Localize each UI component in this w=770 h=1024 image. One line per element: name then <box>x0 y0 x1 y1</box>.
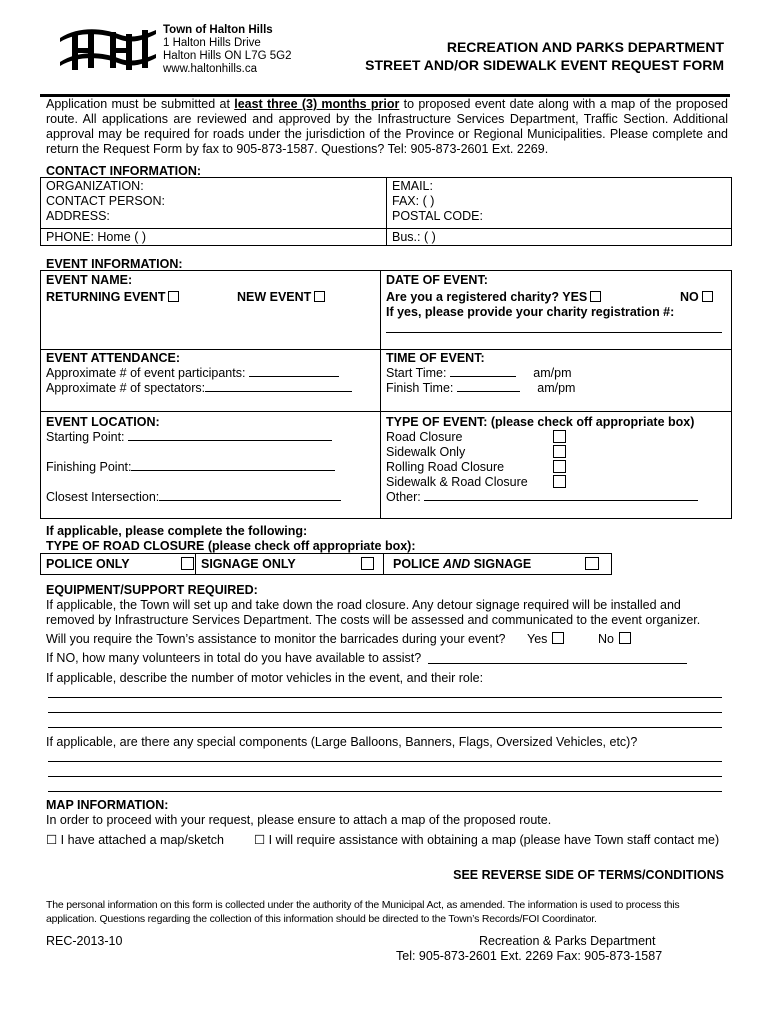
town-address-block <box>163 24 291 76</box>
type-road-closure: Road Closure <box>386 430 463 444</box>
map-assistance-option[interactable]: ☐ I will require assistance with obtaining a map (please have Town staff contact me) <box>254 833 720 847</box>
road-closure-table <box>40 553 612 575</box>
intro-emphasis: least three (3) months prior <box>234 97 400 111</box>
police-and-signage-checkbox[interactable] <box>585 557 599 570</box>
barricade-no-label: No <box>598 632 614 646</box>
fax-field[interactable]: FAX: ( ) <box>392 194 435 208</box>
town-name: Town of Halton Hills <box>163 24 273 36</box>
rolling-closure-checkbox[interactable] <box>553 460 566 473</box>
special-line-2[interactable] <box>48 776 722 777</box>
special-line-1[interactable] <box>48 761 722 762</box>
spectators-field[interactable] <box>46 381 352 396</box>
start-ampm: am/pm <box>533 366 572 380</box>
participants-label: Approximate # of event participants: <box>46 366 246 380</box>
road-closure-heading: TYPE OF ROAD CLOSURE (please check off appropriate box): <box>46 539 416 553</box>
intro-paragraph <box>46 97 728 157</box>
organization-field[interactable]: ORGANIZATION: <box>46 179 144 193</box>
finishing-point-label: Finishing Point: <box>46 460 132 474</box>
vehicles-line-1[interactable] <box>48 697 722 698</box>
vehicles-question: If applicable, describe the number of motor vehicles in the event, and their role: <box>46 671 484 685</box>
form-code: REC-2013-10 <box>46 934 123 948</box>
intro-pre: Application must be submitted at <box>46 97 235 111</box>
returning-event-checkbox[interactable] <box>168 291 179 302</box>
charity-yes-label: Are you a registered charity? YES <box>386 290 588 304</box>
equipment-heading: EQUIPMENT/SUPPORT REQUIRED: <box>46 583 258 597</box>
dept-title: RECREATION AND PARKS DEPARTMENT <box>446 39 724 55</box>
time-heading: TIME OF EVENT: <box>386 351 485 365</box>
other-type-label: Other: <box>386 490 421 504</box>
home-phone-field[interactable]: PHONE: Home ( ) <box>46 230 147 244</box>
event-date-field[interactable]: DATE OF EVENT: <box>386 273 488 287</box>
police-and-signage-label <box>393 557 531 572</box>
barricade-yes-option[interactable] <box>527 632 564 647</box>
type-sidewalk-road: Sidewalk & Road Closure <box>386 475 528 489</box>
participants-field[interactable] <box>46 366 339 381</box>
contact-person-field[interactable]: CONTACT PERSON: <box>46 194 165 208</box>
road-closure-checkbox[interactable] <box>553 430 566 443</box>
location-heading: EVENT LOCATION: <box>46 415 160 429</box>
starting-point-label: Starting Point: <box>46 430 125 444</box>
event-heading: EVENT INFORMATION: <box>46 257 183 271</box>
charity-yes-checkbox[interactable] <box>590 291 601 302</box>
town-address-line1: 1 Halton Hills Drive <box>163 37 261 49</box>
police-and-post: SIGNAGE <box>470 557 532 571</box>
new-event-checkbox[interactable] <box>314 291 325 302</box>
address-field[interactable]: ADDRESS: <box>46 209 110 223</box>
town-address-line2: Halton Hills ON L7G 5G2 <box>163 50 292 62</box>
business-phone-field[interactable]: Bus.: ( ) <box>392 230 436 244</box>
email-field[interactable]: EMAIL: <box>392 179 433 193</box>
start-time-field[interactable] <box>386 366 572 381</box>
finish-time-label: Finish Time: <box>386 381 454 395</box>
police-only-checkbox[interactable] <box>181 557 194 570</box>
form-title: STREET AND/OR SIDEWALK EVENT REQUEST FORM <box>365 57 724 73</box>
volunteers-question: If NO, how many volunteers in total do you have available to assist? <box>46 651 422 665</box>
barricade-question: Will you require the Town’s assistance to monitor the barricades during your event? <box>46 632 506 646</box>
charity-number-line[interactable] <box>386 332 722 333</box>
new-event-option[interactable] <box>237 290 325 305</box>
signage-only-checkbox[interactable] <box>361 557 374 570</box>
volunteers-line[interactable] <box>428 663 687 664</box>
intro-post: to proposed event date along with a map of the proposed route. All applications are reviewed and approved by the Infrastructure Services Department, Traffic Section. Additional approval may be required for roads under the jurisdiction of the Province or Regional Municipalities. Please complete and return the Request Form by fax to 905-873-1587. Questions? Tel: 905-873-2601 Ext. 2269. <box>46 97 728 156</box>
starting-point-field[interactable] <box>46 430 332 445</box>
footer-contact: Tel: 905-873-2601 Ext. 2269 Fax: 905-873-1587 <box>396 949 663 963</box>
contact-heading: CONTACT INFORMATION: <box>46 164 202 178</box>
town-website: www.haltonhills.ca <box>163 63 257 75</box>
returning-event-label: RETURNING EVENT <box>46 290 166 304</box>
special-line-3[interactable] <box>48 791 722 792</box>
vehicles-line-2[interactable] <box>48 712 722 713</box>
special-components-question: If applicable, are there any special components (Large Balloons, Banners, Flags, Oversized Vehicles, etc)? <box>46 735 638 749</box>
intersection-label: Closest Intersection: <box>46 490 160 504</box>
equipment-paragraph: If applicable, the Town will set up and take down the road closure. Any detour signage required will be installed and removed by Infrastructure Services Department. The costs will be assessed and communicated to the event organizer. <box>46 598 701 627</box>
charity-no-checkbox[interactable] <box>702 291 713 302</box>
type-rolling-closure: Rolling Road Closure <box>386 460 505 474</box>
contact-table <box>40 177 732 246</box>
returning-event-option[interactable] <box>46 290 179 305</box>
new-event-label: NEW EVENT <box>237 290 312 304</box>
reverse-side-note: SEE REVERSE SIDE OF TERMS/CONDITIONS <box>453 868 724 882</box>
map-instruction: In order to proceed with your request, please ensure to attach a map of the proposed route. <box>46 813 552 827</box>
map-heading: MAP INFORMATION: <box>46 798 169 812</box>
police-and-and: AND <box>443 557 471 571</box>
road-applicable-note: If applicable, please complete the following: <box>46 524 308 538</box>
police-and-pre: POLICE <box>393 557 444 571</box>
event-type-heading: TYPE OF EVENT: (please check off appropriate box) <box>386 415 695 429</box>
intersection-field[interactable] <box>46 490 341 505</box>
other-type-field[interactable] <box>386 490 698 505</box>
map-attached-option[interactable]: ☐ I have attached a map/sketch <box>46 833 224 847</box>
barricade-no-option[interactable] <box>598 632 631 647</box>
charity-no-label: NO <box>680 290 699 304</box>
attendance-heading: EVENT ATTENDANCE: <box>46 351 181 365</box>
start-time-label: Start Time: <box>386 366 447 380</box>
finishing-point-field[interactable] <box>46 460 335 475</box>
sidewalk-only-checkbox[interactable] <box>553 445 566 458</box>
event-name-field[interactable]: EVENT NAME: <box>46 273 133 287</box>
barricade-yes-checkbox[interactable] <box>552 632 564 644</box>
finish-ampm: am/pm <box>537 381 576 395</box>
barricade-yes-label: Yes <box>527 632 548 646</box>
signage-only-label: SIGNAGE ONLY <box>201 557 296 571</box>
barricade-no-checkbox[interactable] <box>619 632 631 644</box>
police-only-label: POLICE ONLY <box>46 557 130 571</box>
charity-question[interactable] <box>386 290 601 305</box>
footer-dept: Recreation & Parks Department <box>479 934 656 948</box>
sidewalk-road-checkbox[interactable] <box>553 475 566 488</box>
postal-code-field[interactable]: POSTAL CODE: <box>392 209 483 223</box>
event-table <box>40 270 732 519</box>
charity-no-option[interactable] <box>680 290 713 305</box>
finish-time-field[interactable] <box>386 381 575 396</box>
type-sidewalk-only: Sidewalk Only <box>386 445 466 459</box>
town-logo <box>58 24 158 74</box>
vehicles-line-3[interactable] <box>48 727 722 728</box>
charity-number-label: If yes, please provide your charity registration #: <box>386 305 675 319</box>
spectators-label: Approximate # of spectators: <box>46 381 206 395</box>
privacy-notice: The personal information on this form is collected under the authority of the Municipal Act, as amended. The information is used to process this application. Questions regarding the collection of this information should be directed to the Town’s Records/FOI Coordinator. <box>46 899 680 925</box>
